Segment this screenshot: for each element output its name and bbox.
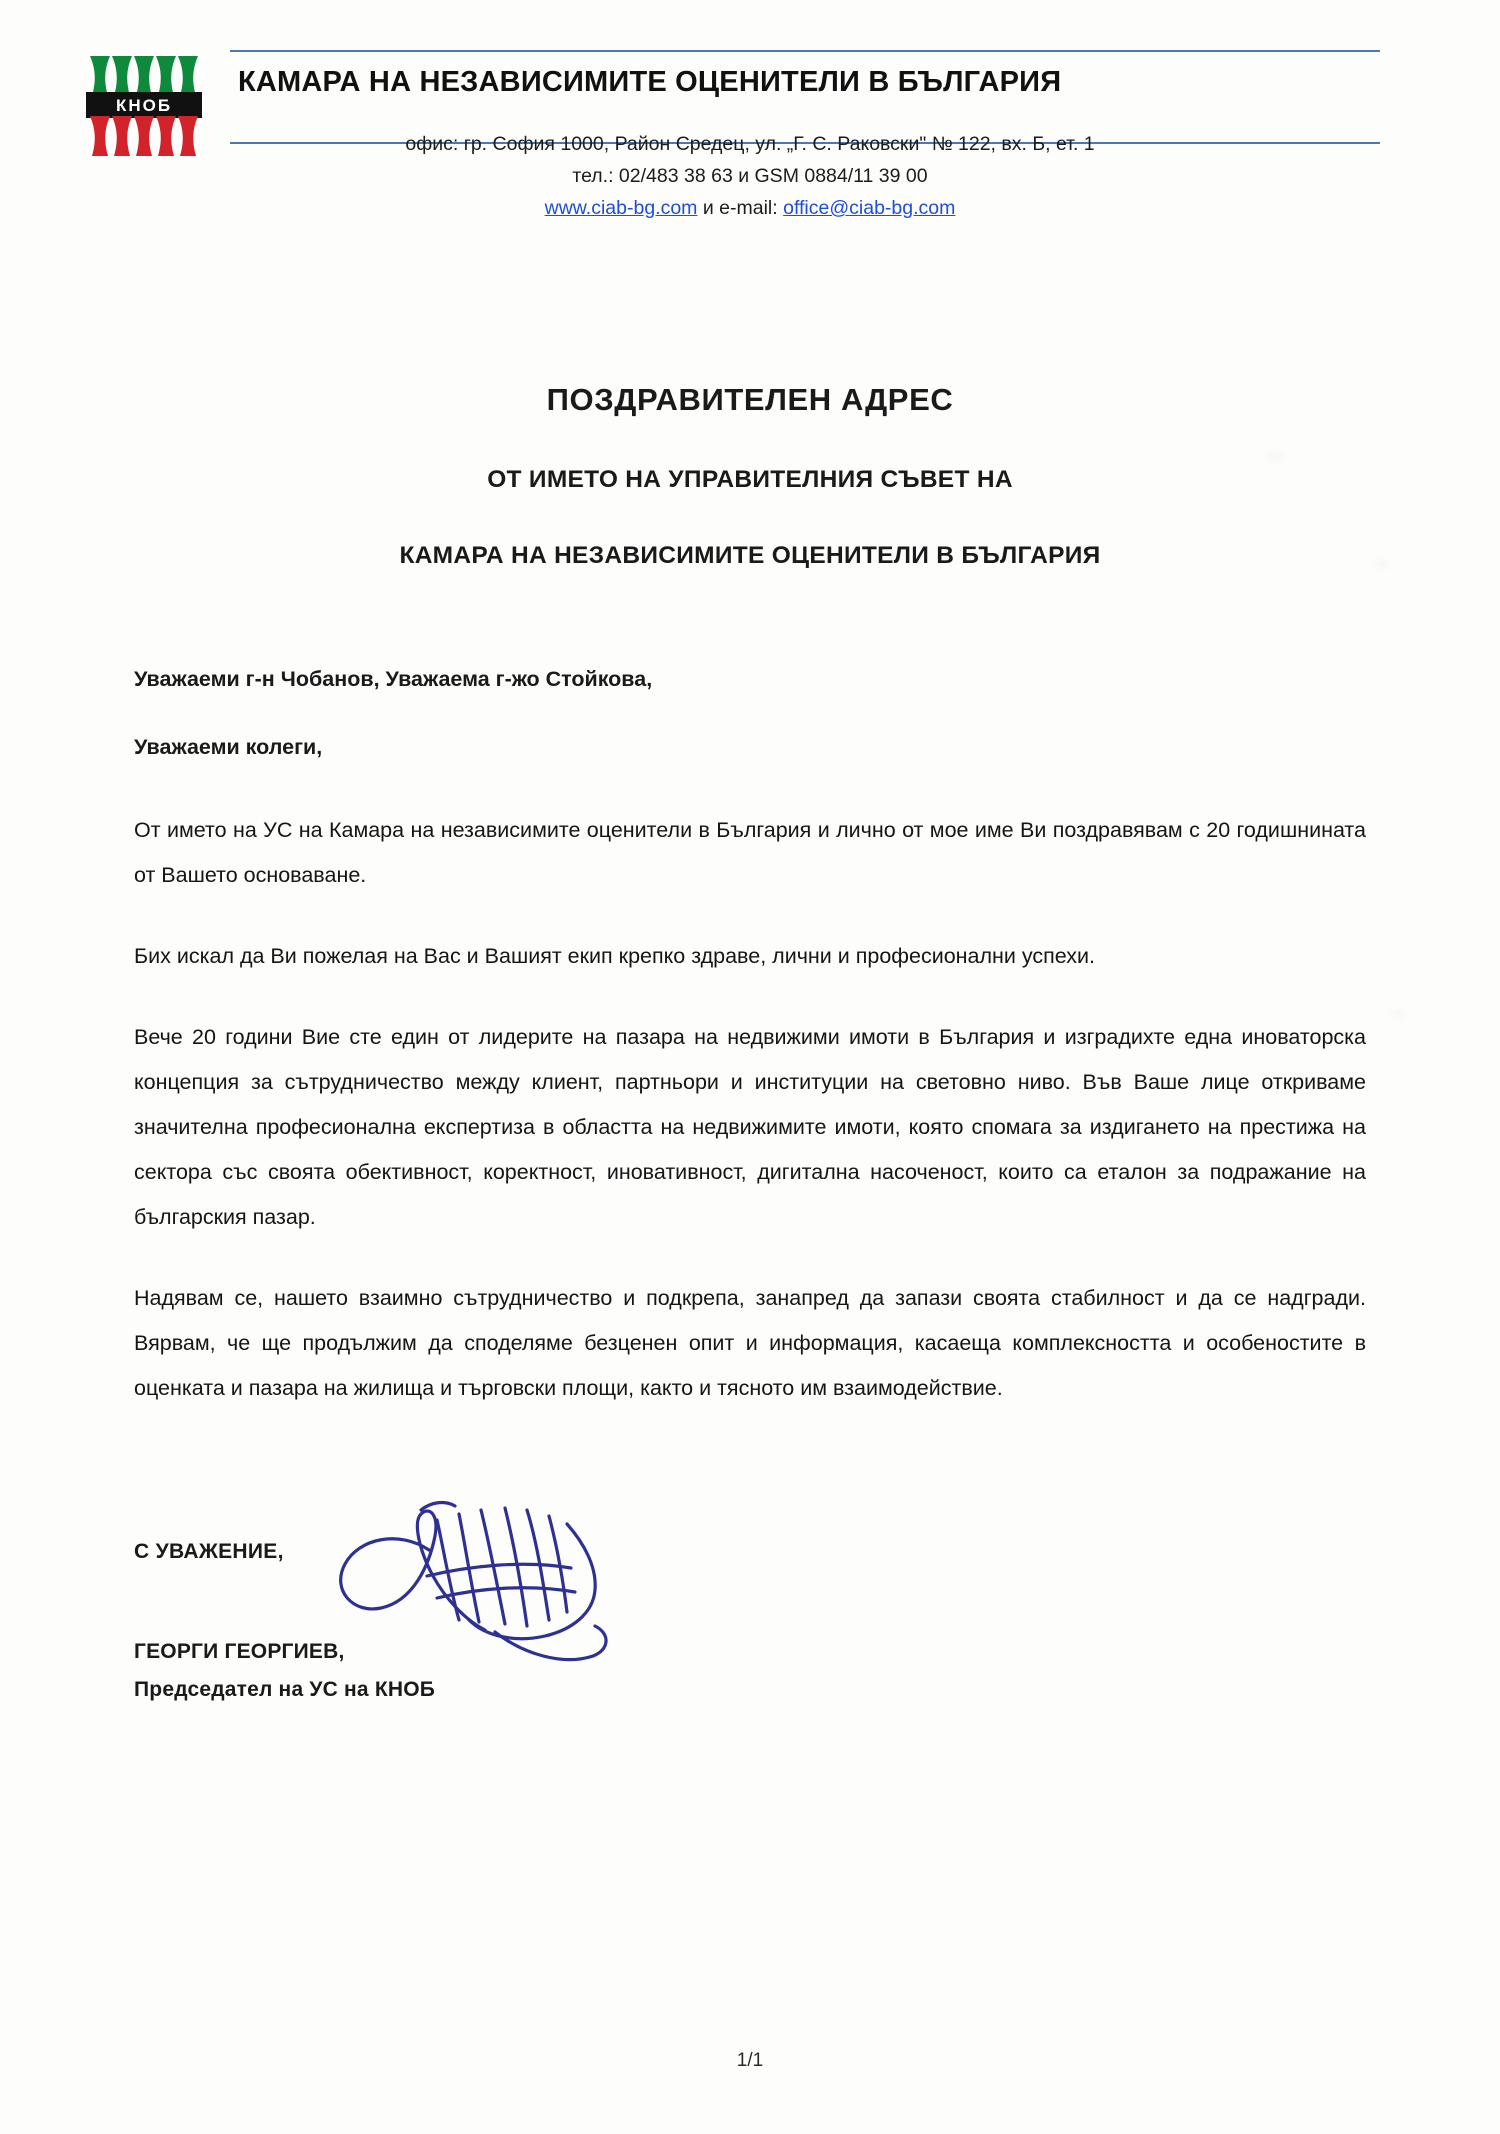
subtitle-board: ОТ ИМЕТО НА УПРАВИТЕЛНИЯ СЪВЕТ НА xyxy=(487,466,1013,493)
paragraph-4: Надявам се, нашето взаимно сътрудничество и подкрепа, занапред да запази своята стабилност и да се надгради. Вярвам, че ще продължим да споделяме безценен опит и информация, касаеща комплексността и особеностите в оценката и пазара на жилища и търговски площи, както и тясното им взаимодействие. xyxy=(134,1286,1366,1400)
letter-body xyxy=(134,662,1366,1447)
contact-web-email xyxy=(0,192,1500,224)
salutation-secondary: Уважаеми колеги, xyxy=(134,735,323,759)
signature-block xyxy=(134,1540,1034,1702)
paragraph-3: Вече 20 години Вие сте един от лидерите на пазара на недвижими имоти в България и изградихте една иноваторска концепция за сътрудничество между клиент, партньори и институции на световно ниво. Във Ваше лице откриваме значителна професионална експертиза в областта на недвижимите имоти, която спомага за издигането на престижа на сектора със своята обективност, коректност, иновативност, дигитална насоченост, които са еталон за подражание на българския пазар. xyxy=(134,1025,1366,1229)
paragraph-2: Бих искал да Ви пожелая на Вас и Вашият екип крепко здраве, лични и професионални успехи. xyxy=(134,944,1096,968)
contact-address: офис: гр. София 1000, Район Средец, ул. „Г. С. Раковски" № 122, вх. Б, ет. 1 xyxy=(405,133,1095,155)
scan-artifact xyxy=(1375,560,1389,569)
paragraph-1: От името на УС на Камара на независимите оценители в България и лично от мое име Ви поздравявам с 20 годишнината от Вашето основаване. xyxy=(134,818,1366,887)
page-number: 1/1 xyxy=(736,2050,764,2071)
letterhead-top-rule xyxy=(230,50,1380,52)
signatory-role: Председател на УС на КНОБ xyxy=(134,1678,436,1701)
page-title: ПОЗДРАВИТЕЛЕН АДРЕС xyxy=(546,382,954,417)
contact-phone: тел.: 02/483 38 63 и GSM 0884/11 39 00 xyxy=(572,165,928,187)
signatory-name: ГЕОРГИ ГЕОРГИЕВ, xyxy=(134,1640,345,1663)
scan-artifact xyxy=(1390,1010,1406,1018)
email-link[interactable]: office@ciab-bg.com xyxy=(783,197,956,219)
scan-artifact xyxy=(1265,452,1283,462)
document-headings xyxy=(0,382,1500,570)
subtitle-organization: КАМАРА НА НЕЗАВИСИМИТЕ ОЦЕНИТЕЛИ В БЪЛГАРИЯ xyxy=(399,542,1101,569)
page-footer xyxy=(0,2050,1500,2072)
letterhead-contact xyxy=(0,128,1500,224)
closing-text: С УВАЖЕНИЕ, xyxy=(134,1540,284,1563)
organization-title: КАМАРА НА НЕЗАВИСИМИТЕ ОЦЕНИТЕЛИ В БЪЛГАРИЯ xyxy=(238,66,1062,98)
salutation-primary: Уважаеми г-н Чобанов, Уважаема г-жо Стойкова, xyxy=(134,667,653,691)
website-link[interactable]: www.ciab-bg.com xyxy=(544,197,698,219)
contact-separator: и e-mail: xyxy=(697,197,784,219)
svg-text:КНОБ: КНОБ xyxy=(115,96,173,115)
